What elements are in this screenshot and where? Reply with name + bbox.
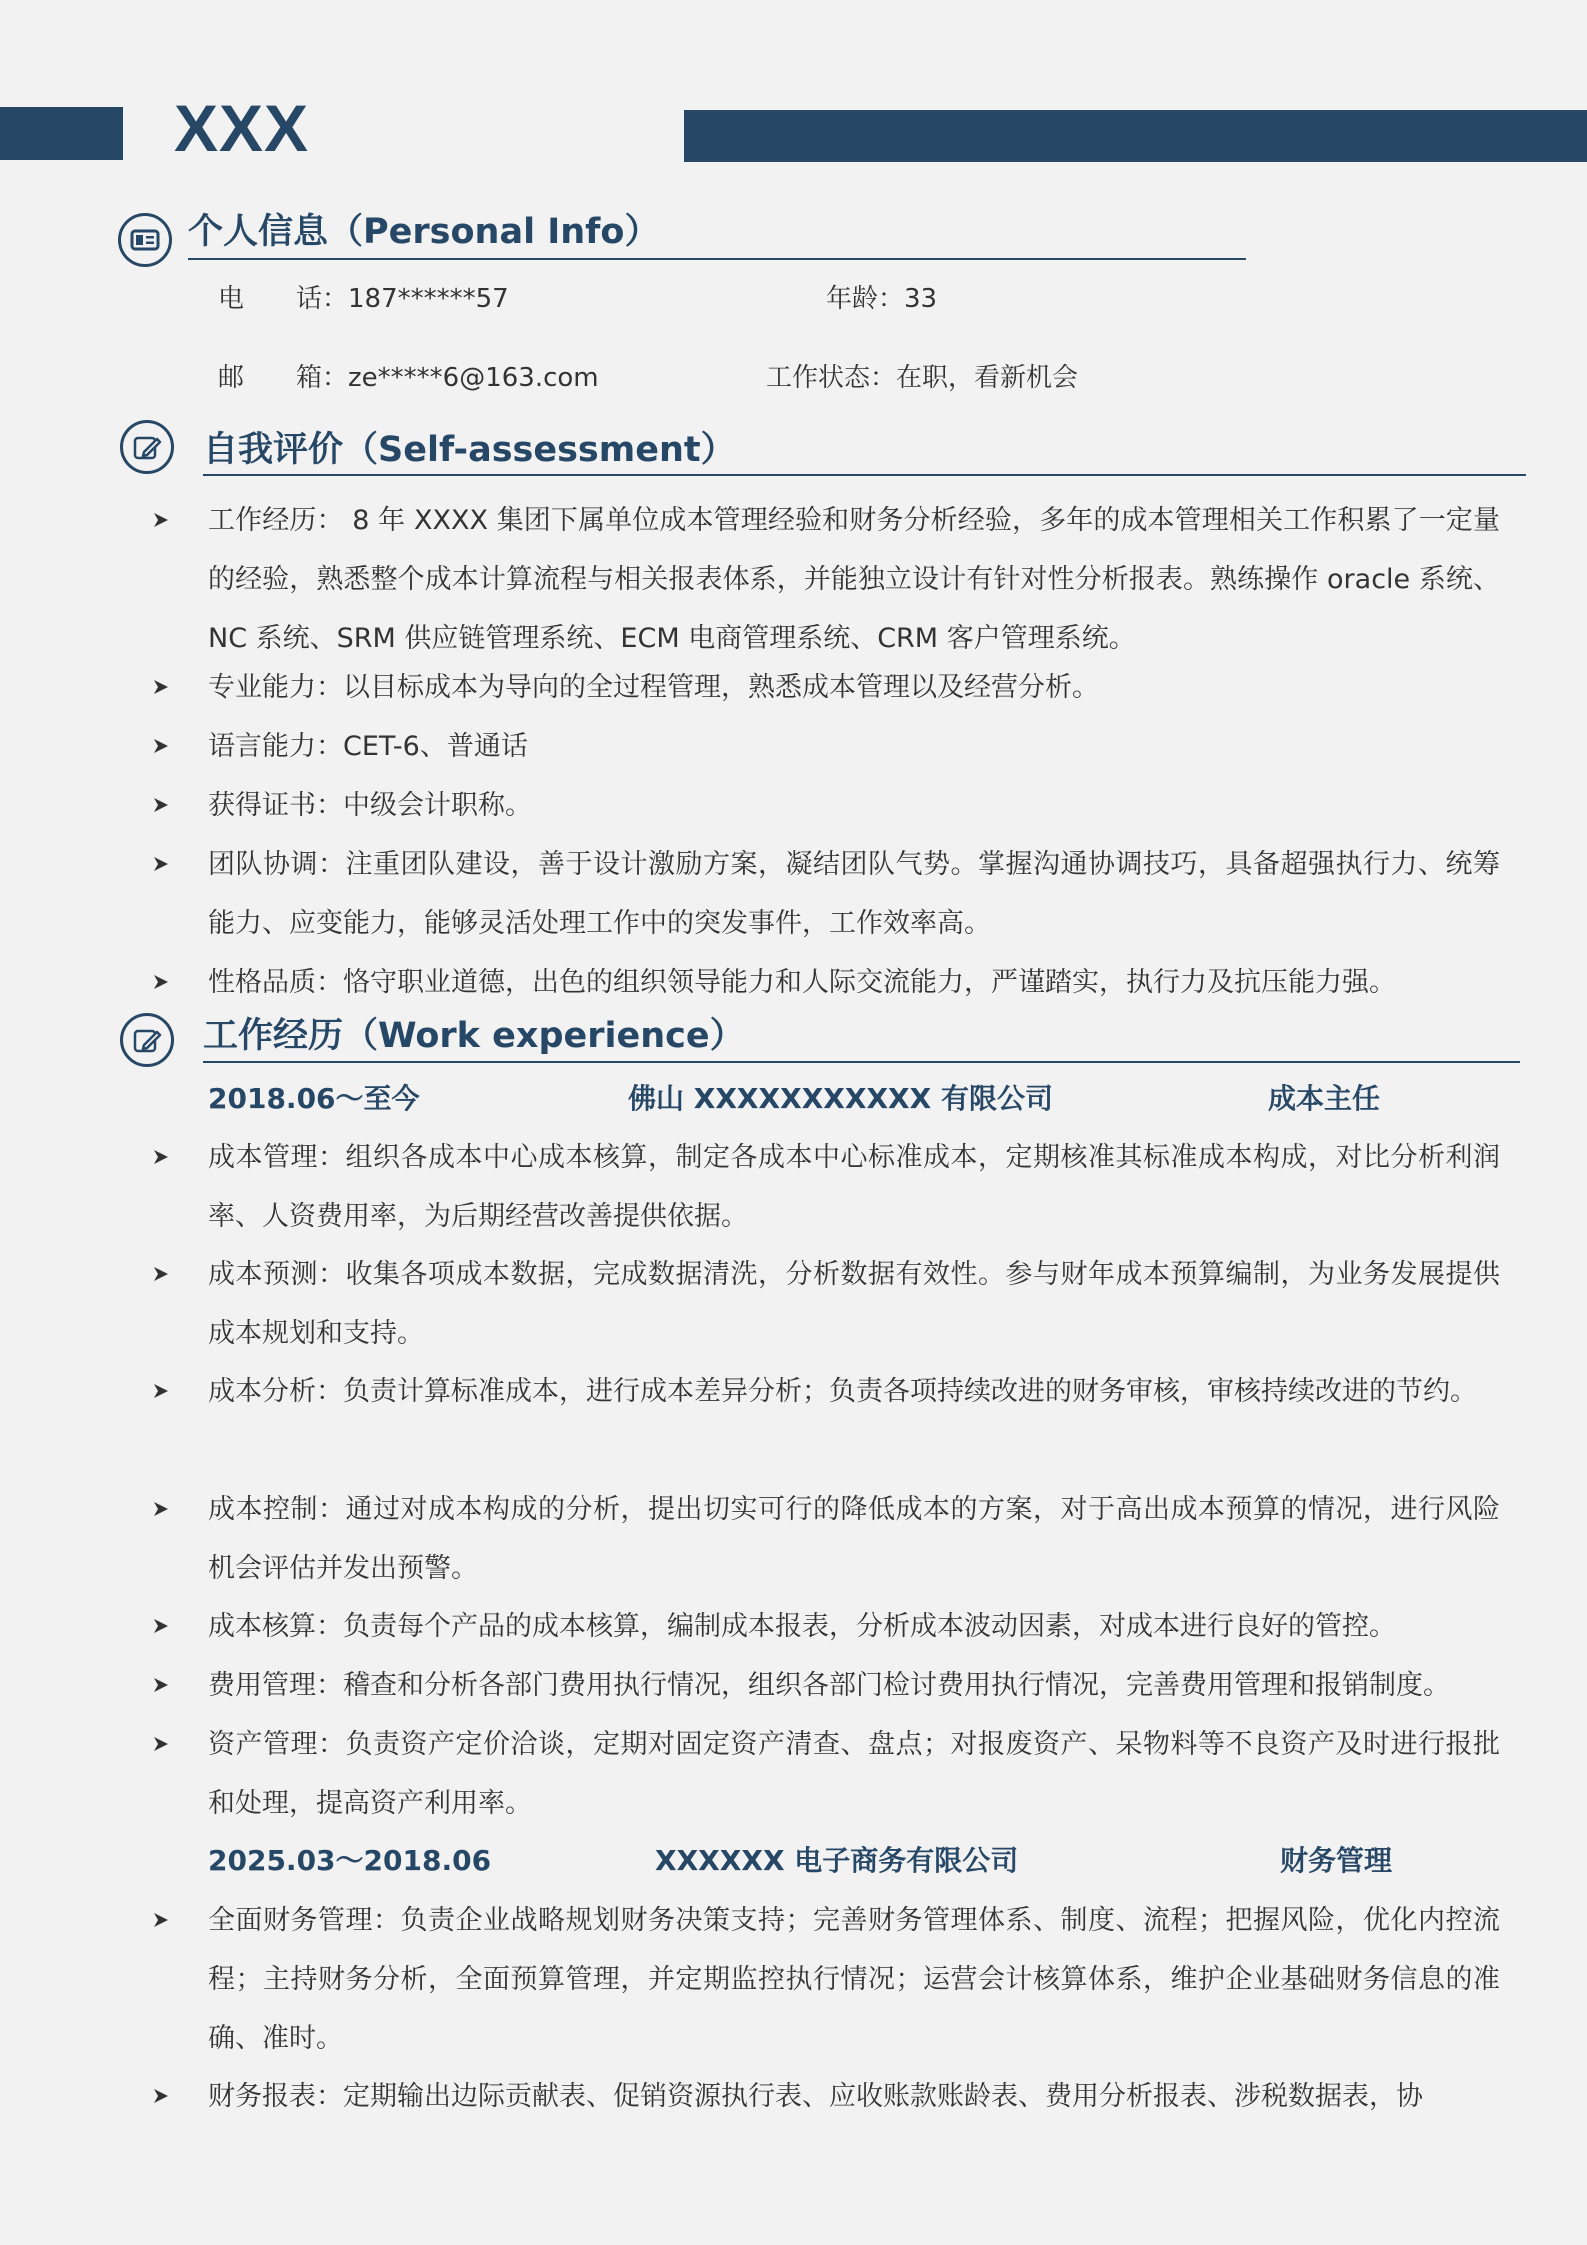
arrow-bullet-icon [150,2081,172,2111]
id-card-icon [118,213,172,267]
arrow-bullet-icon [150,731,172,761]
phone-label: 电 话： [218,284,349,314]
arrow-bullet-icon [150,790,172,820]
arrow-bullet-icon [150,1259,172,1289]
arrow-bullet-icon [150,849,172,879]
self-assessment-item: 获得证书：中级会计职称。 [208,790,532,821]
arrow-bullet-icon [150,1494,172,1524]
section-divider-self-assessment [203,474,1526,476]
self-assessment-item: 专业能力：以目标成本为导向的全过程管理，熟悉成本管理以及经营分析。 [208,672,1099,703]
job-company: XXXXXX 电子商务有限公司 [655,1844,1019,1877]
job-duty-item: 资产管理：负责资产定价洽谈，定期对固定资产清查、盘点；对报废资产、呆物料等不良资产及时进行报批和处理，提高资产利用率。 [208,1729,1500,1819]
header-band-left [0,107,123,160]
job-duty-item: 成本核算：负责每个产品的成本核算，编制成本报表，分析成本波动因素，对成本进行良好的管控。 [208,1611,1396,1642]
header-band-right [684,110,1587,162]
self-assessment-item: 团队协调：注重团队建设，善于设计激励方案，凝结团队气势。掌握沟通协调技巧，具备超强执行力、统筹能力、应变能力，能够灵活处理工作中的突发事件，工作效率高。 [208,849,1500,939]
arrow-bullet-icon [150,1376,172,1406]
candidate-name: XXX [174,91,310,165]
email-value: ze*****6@163.com [348,363,599,393]
arrow-bullet-icon [150,1670,172,1700]
email-label: 邮 箱： [218,363,349,393]
phone-value: 187******57 [348,284,509,314]
phone-row [218,281,509,317]
email-row [218,360,599,396]
job-position: 财务管理 [1280,1844,1393,1877]
self-assessment-item: 工作经历： 8 年 XXXX 集团下属单位成本管理经验和财务分析经验，多年的成本管理相关工作积累了一定量的经验，熟悉整个成本计算流程与相关报表体系，并能独立设计有针对性分析报表。熟练操作 oracle 系统、NC 系统、SRM 供应链管理系统、ECM 电商管理系统、CRM 客户管理系统。 [208,505,1500,654]
job-period: 2025.03～2018.06 [208,1844,492,1877]
section-title-work-experience: 工作经历（Work experience） [203,1016,745,1056]
job-duty-item: 成本控制：通过对成本构成的分析，提出切实可行的降低成本的方案，对于高出成本预算的情况，进行风险机会评估并发出预警。 [208,1494,1500,1584]
status-label: 工作状态： [766,363,897,393]
section-divider-work-experience [203,1061,1520,1063]
arrow-bullet-icon [150,672,172,702]
section-title-personal-info: 个人信息（Personal Info） [188,212,660,252]
self-assessment-item: 语言能力：CET-6、普通话 [208,731,528,762]
job-duty-item: 成本预测：收集各项成本数据，完成数据清洗，分析数据有效性。参与财年成本预算编制，为业务发展提供成本规划和支持。 [208,1259,1500,1349]
section-title-self-assessment: 自我评价（Self-assessment） [203,430,736,470]
arrow-bullet-icon [150,505,172,535]
job-duty-item: 成本分析：负责计算标准成本，进行成本差异分析；负责各项持续改进的财务审核，审核持续改进的节约。 [208,1376,1477,1407]
arrow-bullet-icon [150,1142,172,1172]
age-value: 33 [904,284,938,314]
edit-pen-icon [120,420,174,474]
job-duty-item: 费用管理：稽查和分析各部门费用执行情况，组织各部门检讨费用执行情况，完善费用管理和报销制度。 [208,1670,1450,1701]
job-duty-item: 全面财务管理：负责企业战略规划财务决策支持；完善财务管理体系、制度、流程；把握风险，优化内控流程；主持财务分析，全面预算管理，并定期监控执行情况；运营会计核算体系，维护企业基础财务信息的准确、准时。 [208,1905,1500,2054]
job-company: 佛山 XXXXXXXXXXX 有限公司 [628,1082,1053,1115]
status-value: 在职，看新机会 [896,363,1079,393]
self-assessment-item: 性格品质：恪守职业道德，出色的组织领导能力和人际交流能力，严谨踏实，执行力及抗压能力强。 [208,967,1396,998]
status-row [766,360,1078,396]
arrow-bullet-icon [150,1905,172,1935]
arrow-bullet-icon [150,1729,172,1759]
job-duty-item: 成本管理：组织各成本中心成本核算，制定各成本中心标准成本，定期核准其标准成本构成，对比分析利润率、人资费用率，为后期经营改善提供依据。 [208,1142,1500,1232]
arrow-bullet-icon [150,967,172,997]
age-row [826,281,937,317]
job-position: 成本主任 [1268,1082,1381,1115]
job-period: 2018.06～至今 [208,1082,420,1115]
section-divider-personal-info [188,258,1246,260]
age-label: 年龄： [826,284,905,314]
job-duty-item: 财务报表：定期输出边际贡献表、促销资源执行表、应收账款账龄表、费用分析报表、涉税数据表，协 [208,2081,1423,2112]
edit-pen-icon [120,1013,174,1067]
arrow-bullet-icon [150,1611,172,1641]
